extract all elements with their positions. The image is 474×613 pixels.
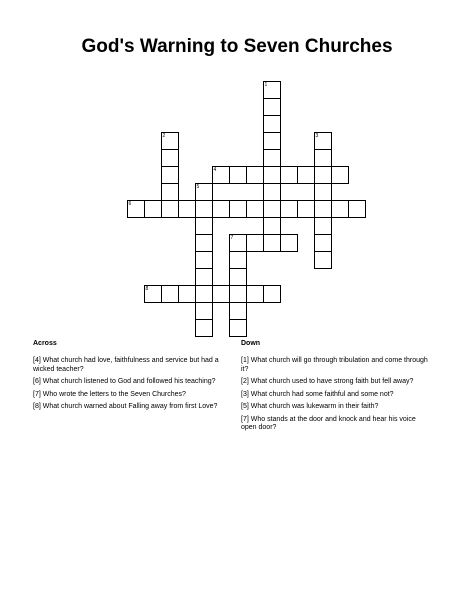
crossword-cell[interactable]: [161, 132, 179, 150]
clue-number: [6]: [33, 378, 41, 385]
across-clue: [33, 403, 221, 412]
crossword-cell[interactable]: [263, 98, 281, 116]
clue-text: Who wrote the letters to the Seven Churches?: [42, 390, 186, 398]
crossword-cell[interactable]: [314, 217, 332, 235]
down-clue: [241, 357, 429, 374]
crossword-cell[interactable]: [161, 200, 179, 218]
clue-number: [2]: [241, 378, 249, 385]
crossword-cell[interactable]: [263, 285, 281, 303]
clue-text: What church had love, faithfulness and service but had a wicked teacher?: [33, 357, 219, 373]
down-clue: [241, 416, 429, 433]
crossword-cell[interactable]: [297, 166, 315, 184]
crossword-cell[interactable]: [246, 200, 264, 218]
clue-text: What church listened to God and followed his teaching?: [42, 378, 216, 385]
crossword-cell[interactable]: [246, 166, 264, 184]
crossword-cell[interactable]: [195, 183, 213, 201]
down-clue: [241, 403, 429, 412]
crossword-cell[interactable]: [280, 234, 298, 252]
across-clue: [33, 391, 221, 400]
crossword-cell[interactable]: [263, 115, 281, 133]
crossword-cell[interactable]: [212, 166, 230, 184]
crossword-cell[interactable]: [161, 285, 179, 303]
clue-number: [5]: [241, 403, 249, 410]
crossword-cell[interactable]: [297, 200, 315, 218]
clue-number: [7]: [33, 390, 41, 398]
cell-number: 3: [315, 133, 319, 139]
crossword-cell[interactable]: [127, 200, 145, 218]
crossword-cell[interactable]: [263, 166, 281, 184]
down-heading: Down: [241, 340, 261, 347]
crossword-cell[interactable]: [212, 200, 230, 218]
crossword-cell[interactable]: [314, 251, 332, 269]
crossword-cell[interactable]: [263, 200, 281, 218]
crossword-cell[interactable]: [229, 166, 247, 184]
crossword-cell[interactable]: [263, 149, 281, 167]
crossword-cell[interactable]: [246, 285, 264, 303]
across-heading: Across: [33, 340, 57, 347]
page-title: God's Warning to Seven Churches: [81, 36, 393, 57]
crossword-cell[interactable]: [144, 285, 162, 303]
crossword-cell[interactable]: [314, 166, 332, 184]
crossword-cell[interactable]: [195, 234, 213, 252]
crossword-cell[interactable]: [229, 302, 247, 320]
cell-number: 2: [162, 133, 166, 139]
crossword-cell[interactable]: [314, 183, 332, 201]
clue-number: [1]: [241, 357, 249, 364]
crossword-cell[interactable]: [263, 183, 281, 201]
crossword-cell[interactable]: [229, 319, 247, 337]
down-clue: [241, 391, 429, 400]
crossword-cell[interactable]: [314, 149, 332, 167]
cell-number: 6: [128, 201, 132, 207]
crossword-cell[interactable]: [195, 251, 213, 269]
crossword-cell[interactable]: [161, 149, 179, 167]
crossword-cell[interactable]: [229, 234, 247, 252]
clue-number: [4]: [33, 357, 41, 364]
crossword-cell[interactable]: [195, 200, 213, 218]
crossword-cell[interactable]: [246, 234, 264, 252]
crossword-cell[interactable]: [195, 217, 213, 235]
crossword-cell[interactable]: [161, 166, 179, 184]
crossword-cell[interactable]: [195, 302, 213, 320]
cell-number: 4: [213, 167, 217, 173]
clue-text: What church will go through tribulation and come through it?: [241, 357, 428, 373]
clue-text: Who stands at the door and knock and hear his voice open door?: [241, 415, 416, 431]
crossword-cell[interactable]: [314, 132, 332, 150]
crossword-cell[interactable]: [229, 200, 247, 218]
clue-text: What church was lukewarm in their faith?: [250, 403, 379, 410]
crossword-cell[interactable]: [161, 183, 179, 201]
down-clue: [241, 378, 429, 387]
crossword-cell[interactable]: [229, 285, 247, 303]
cell-number: 7: [230, 235, 234, 241]
crossword-cell[interactable]: [229, 268, 247, 286]
crossword-cell[interactable]: [331, 166, 349, 184]
clue-text: What church had some faithful and some not?: [250, 390, 394, 398]
crossword-cell[interactable]: [280, 200, 298, 218]
crossword-cell[interactable]: [144, 200, 162, 218]
clue-number: [8]: [33, 403, 41, 410]
crossword-cell[interactable]: [263, 217, 281, 235]
crossword-cell[interactable]: [229, 251, 247, 269]
across-clue: [33, 378, 221, 387]
cell-number: 5: [196, 184, 200, 190]
crossword-cell[interactable]: [314, 234, 332, 252]
down-clue-list: [241, 357, 429, 437]
clue-number: [3]: [241, 390, 249, 398]
crossword-cell[interactable]: [331, 200, 349, 218]
cell-number: 8: [145, 286, 149, 292]
crossword-cell[interactable]: [263, 234, 281, 252]
crossword-cell[interactable]: [263, 81, 281, 99]
crossword-cell[interactable]: [212, 285, 230, 303]
crossword-cell[interactable]: [195, 268, 213, 286]
crossword-cell[interactable]: [348, 200, 366, 218]
crossword-cell[interactable]: [178, 285, 196, 303]
crossword-cell[interactable]: [195, 319, 213, 337]
clue-text: What church warned about Falling away from first Love?: [42, 403, 218, 410]
across-clue: [33, 357, 221, 374]
clue-text: What church used to have strong faith but fell away?: [250, 378, 414, 385]
crossword-cell[interactable]: [263, 132, 281, 150]
clue-number: [7]: [241, 415, 249, 423]
crossword-cell[interactable]: [280, 166, 298, 184]
crossword-cell[interactable]: [195, 285, 213, 303]
crossword-cell[interactable]: [178, 200, 196, 218]
crossword-cell[interactable]: [314, 200, 332, 218]
cell-number: 1: [264, 82, 268, 88]
across-clue-list: [33, 357, 221, 416]
